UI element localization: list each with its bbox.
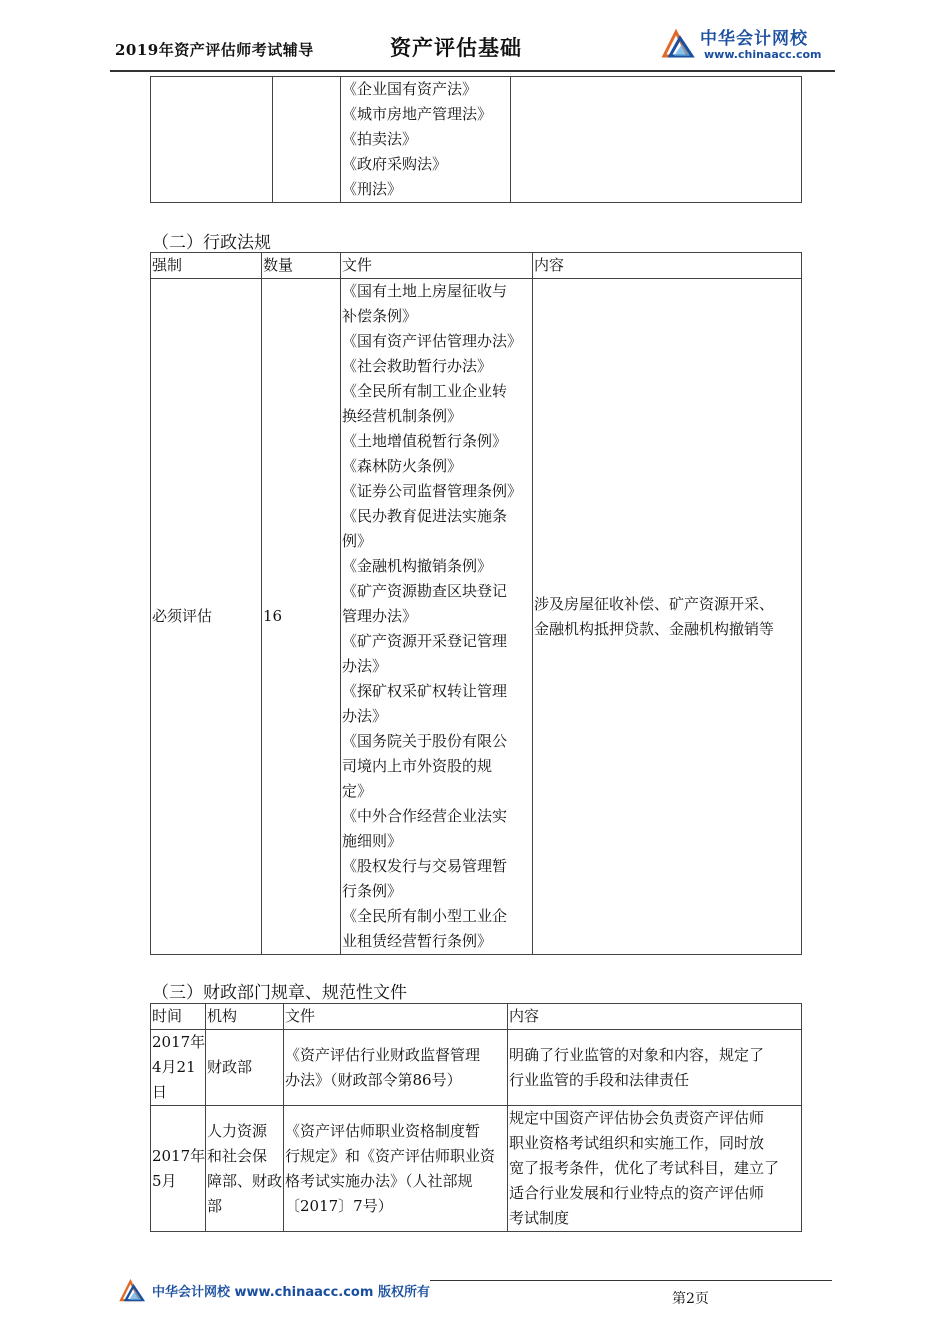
file-line: 补偿条例》	[342, 307, 418, 325]
logo-chinese-name: 中华会计网校	[700, 29, 808, 49]
table-row	[151, 1030, 802, 1106]
time-line: 2017年	[152, 1033, 206, 1051]
time-line: 日	[152, 1083, 168, 1101]
column-header: 机构	[206, 1004, 284, 1030]
doc-line: 《资产评估师职业资格制度暂	[285, 1121, 481, 1140]
table-cell	[511, 77, 802, 203]
file-line: 行条例》	[342, 882, 403, 900]
org-line: 人力资源	[207, 1121, 268, 1140]
file-line: 例》	[342, 532, 373, 550]
mandate-cell: 必须评估	[151, 279, 262, 955]
org-line: 部	[207, 1196, 223, 1215]
file-line: 《矿产资源勘查区块登记	[342, 582, 508, 600]
administrative-regulations-table	[150, 252, 802, 955]
header-logo[interactable]	[660, 24, 835, 66]
doc-line: 办法》（财政部令第86号）	[285, 1070, 462, 1089]
content-line: 宽了报考条件，优化了考试科目，建立了	[509, 1159, 780, 1177]
file-line: 《民办教育促进法实施条	[342, 507, 508, 525]
law-item: 《城市房地产管理法》	[342, 105, 493, 123]
table-row	[151, 77, 802, 203]
org-cell	[206, 1106, 284, 1232]
logo-url: www.chinaacc.com	[704, 48, 822, 61]
header-course-title: 2019年资产评估师考试辅导	[115, 41, 314, 59]
content-line: 行业监管的手段和法律责任	[509, 1070, 690, 1089]
chinaacc-logo-icon	[660, 28, 696, 58]
header-subject-title: 资产评估基础	[390, 35, 522, 60]
column-header: 时间	[151, 1004, 206, 1030]
time-line: 5月	[152, 1171, 177, 1190]
time-line: 2017年	[152, 1146, 206, 1165]
org-line: 和社会保	[207, 1146, 268, 1165]
file-line: 换经营机制条例》	[342, 407, 463, 425]
org-line: 财政部	[207, 1058, 253, 1076]
file-line: 《全民所有制工业企业转	[342, 382, 508, 400]
file-line: 《社会救助暂行办法》	[342, 357, 493, 375]
laws-list-cell	[341, 77, 511, 203]
content-line: 职业资格考试组织和实施工作，同时放	[509, 1134, 765, 1152]
content-cell	[533, 279, 802, 955]
law-item: 《政府采购法》	[342, 155, 448, 173]
content-cell	[508, 1106, 802, 1232]
file-line: 定》	[342, 782, 373, 800]
footer-logo[interactable]	[118, 1276, 438, 1306]
law-item: 《企业国有资产法》	[342, 80, 478, 98]
file-line: 办法》	[342, 657, 388, 675]
file-line: 业租赁经营暂行条例》	[342, 932, 493, 950]
org-line: 障部、财政	[207, 1171, 283, 1190]
file-line: 施细则》	[342, 832, 403, 850]
table-cell	[151, 77, 273, 203]
law-item: 《拍卖法》	[342, 130, 418, 148]
content-line: 规定中国资产评估协会负责资产评估师	[509, 1109, 765, 1127]
doc-line: 〔2017〕7号）	[285, 1196, 393, 1215]
column-header: 文件	[341, 253, 533, 279]
files-cell	[341, 279, 533, 955]
content-line: 适合行业发展和行业特点的资产评估师	[509, 1184, 765, 1202]
column-header: 内容	[508, 1004, 802, 1030]
file-line: 办法》	[342, 707, 388, 725]
doc-cell	[284, 1106, 508, 1232]
page-number: 第2页	[672, 1291, 709, 1307]
section-title-finance-regulations: （三）财政部门规章、规范性文件	[152, 983, 407, 1003]
column-header: 文件	[284, 1004, 508, 1030]
file-line: 《金融机构撤销条例》	[342, 557, 493, 575]
doc-line: 行规定》和《资产评估师职业资	[285, 1146, 496, 1165]
doc-cell	[284, 1030, 508, 1106]
content-cell	[508, 1030, 802, 1106]
file-line: 《探矿权采矿权转让管理	[342, 682, 508, 700]
file-line: 司境内上市外资股的规	[342, 757, 493, 775]
time-cell	[151, 1106, 206, 1232]
footer-copyright: 中华会计网校 www.chinaacc.com 版权所有	[152, 1285, 430, 1300]
file-line: 《国有土地上房屋征收与	[342, 282, 508, 300]
column-header: 强制	[151, 253, 262, 279]
law-item: 《刑法》	[342, 180, 403, 198]
file-line: 《国有资产评估管理办法》	[342, 332, 523, 350]
table-row	[151, 1106, 802, 1232]
content-line: 明确了行业监管的对象和内容，规定了	[509, 1045, 765, 1064]
section-title-administrative-regulations: （二）行政法规	[152, 233, 271, 253]
time-cell	[151, 1030, 206, 1106]
time-line: 4月21	[152, 1058, 196, 1076]
header-divider	[110, 70, 835, 72]
column-header: 内容	[533, 253, 802, 279]
table-header-row	[151, 1004, 802, 1030]
file-line: 《矿产资源开采登记管理	[342, 632, 508, 650]
file-line: 《森林防火条例》	[342, 457, 463, 475]
org-cell	[206, 1030, 284, 1106]
file-line: 《股权发行与交易管理暂	[342, 857, 508, 875]
laws-table-continued	[150, 76, 802, 203]
chinaacc-logo-icon	[118, 1278, 146, 1302]
finance-regulations-table	[150, 1003, 802, 1232]
file-line: 《土地增值税暂行条例》	[342, 432, 508, 450]
content-line: 涉及房屋征收补偿、矿产资源开采、	[534, 594, 775, 613]
count-cell: 16	[262, 279, 341, 955]
table-row	[151, 279, 802, 955]
file-line: 《国务院关于股份有限公	[342, 732, 508, 750]
doc-line: 《资产评估行业财政监督管理	[285, 1045, 481, 1064]
page-header	[110, 26, 835, 71]
content-line: 金融机构抵押贷款、金融机构撤销等	[534, 619, 775, 638]
file-line: 管理办法》	[342, 607, 418, 625]
content-line: 考试制度	[509, 1209, 570, 1227]
column-header: 数量	[262, 253, 341, 279]
file-line: 《证券公司监督管理条例》	[342, 482, 523, 500]
doc-line: 格考试实施办法》（人社部规	[285, 1171, 473, 1190]
table-cell	[273, 77, 341, 203]
file-line: 《全民所有制小型工业企	[342, 907, 508, 925]
file-line: 《中外合作经营企业法实	[342, 807, 508, 825]
table-header-row	[151, 253, 802, 279]
footer-divider	[430, 1280, 832, 1281]
